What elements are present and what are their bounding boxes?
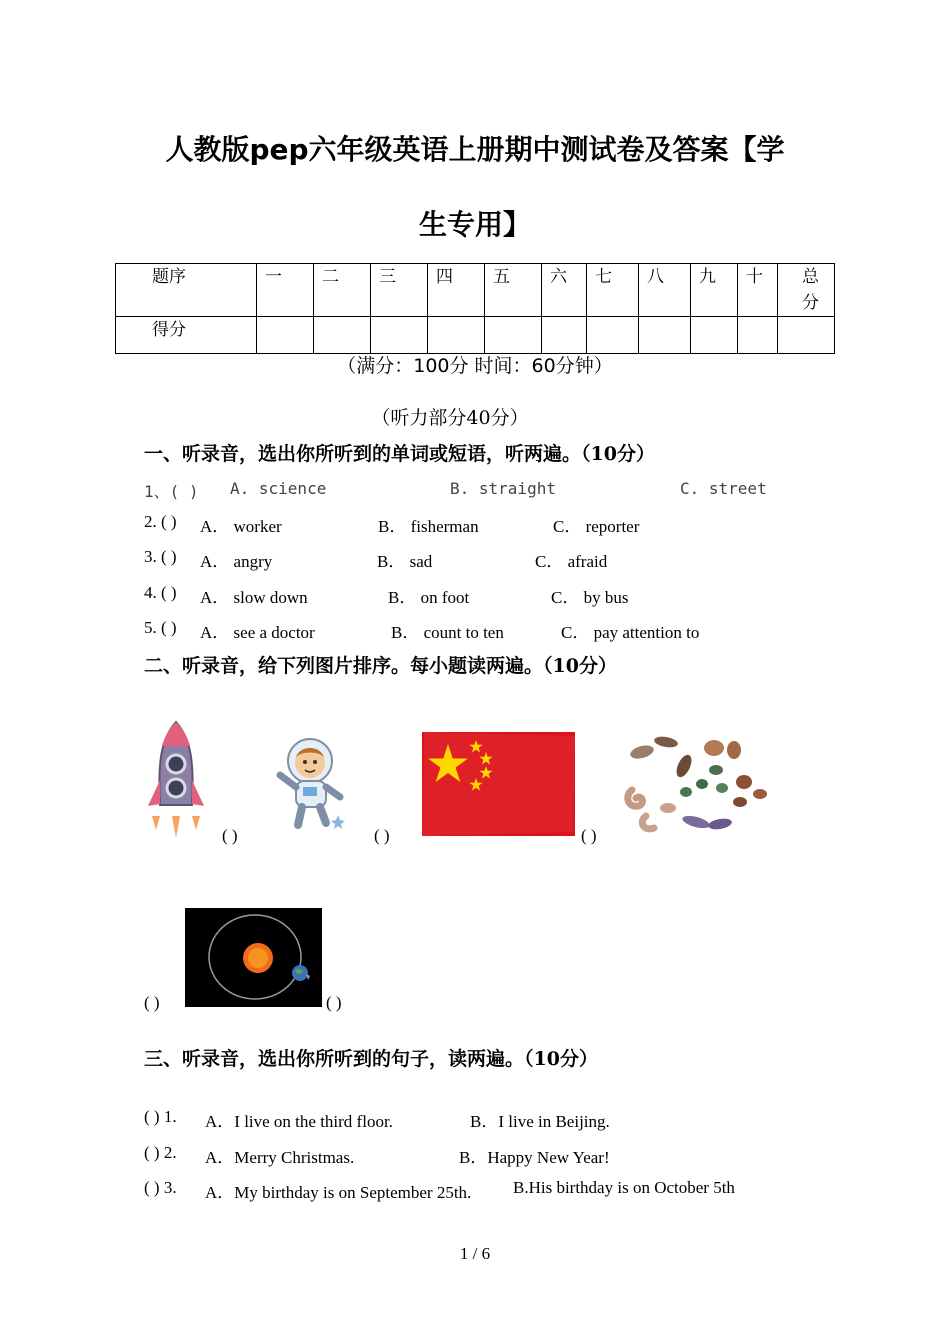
score-cell: 十 <box>738 264 778 317</box>
score-cell: 一 <box>257 264 314 317</box>
section1-heading: 一、听录音，选出你所听到的单词或短语，听两遍。（10分） <box>144 443 655 465</box>
score-cell: 七 <box>587 264 639 317</box>
sentence-3-option-a[interactable]: A．My birthday is on September 25th. <box>205 1183 472 1202</box>
order-blank-3[interactable]: ( ) <box>581 826 597 845</box>
question-5-option-b[interactable]: B． count to ten <box>391 623 504 642</box>
question-4-number: 4. ( ) <box>144 583 177 602</box>
sentence-3-option-b[interactable]: B.His birthday is on October 5th <box>513 1178 735 1197</box>
sentence-1-number: ( ) 1. <box>144 1107 177 1126</box>
score-table-score-row <box>116 317 835 354</box>
page-title-line-1: 人教版pep六年级英语上册期中测试卷及答案【学 <box>165 133 785 166</box>
question-1-option-b[interactable]: B. straight <box>450 479 556 498</box>
score-cell: 总分 <box>778 264 835 317</box>
sentence-3-number: ( ) 3. <box>144 1178 177 1197</box>
score-cell: 题序 <box>116 264 257 317</box>
astronaut-image <box>272 735 352 831</box>
question-1-option-c[interactable]: C. street <box>680 479 767 498</box>
score-input-cell[interactable] <box>257 317 314 354</box>
question-2-option-c[interactable]: C． reporter <box>553 517 640 536</box>
score-cell: 九 <box>691 264 738 317</box>
score-input-cell[interactable] <box>738 317 778 354</box>
page-number: 1 / 6 <box>459 1244 491 1263</box>
score-input-cell[interactable] <box>542 317 587 354</box>
question-2-option-b[interactable]: B． fisherman <box>378 517 479 536</box>
score-input-cell[interactable] <box>371 317 428 354</box>
order-blank-2[interactable]: ( ) <box>374 826 390 845</box>
question-2-number: 2. ( ) <box>144 512 177 531</box>
question-4-option-b[interactable]: B． on foot <box>388 588 470 607</box>
order-blank-1[interactable]: ( ) <box>222 826 238 845</box>
score-cell: 二 <box>314 264 371 317</box>
question-4-option-a[interactable]: A． slow down <box>200 588 308 607</box>
score-input-cell[interactable] <box>639 317 691 354</box>
score-input-cell[interactable] <box>428 317 485 354</box>
question-1-number: 1、( ) <box>144 482 199 501</box>
question-5-option-a[interactable]: A． see a doctor <box>200 623 315 642</box>
order-blank-5[interactable]: ( ) <box>326 993 342 1012</box>
page-title-line-2: 生专用】 <box>418 208 531 241</box>
section3-heading: 三、听录音，选出你所听到的句子，读两遍。（10分） <box>144 1048 598 1070</box>
seeds-image <box>620 732 770 840</box>
sentence-2-option-b[interactable]: B．Happy New Year! <box>459 1148 610 1167</box>
score-table-header-row <box>116 264 835 317</box>
score-cell: 六 <box>542 264 587 317</box>
score-table <box>115 263 835 354</box>
score-input-cell[interactable] <box>314 317 371 354</box>
exam-info: （满分：100分 时间：60分钟） <box>337 355 613 377</box>
sentence-2-number: ( ) 2. <box>144 1143 177 1162</box>
score-cell: 五 <box>485 264 542 317</box>
score-cell: 得分 <box>116 317 257 354</box>
question-5-option-c[interactable]: C． pay attention to <box>561 623 700 642</box>
score-input-cell[interactable] <box>587 317 639 354</box>
question-3-option-a[interactable]: A． angry <box>200 552 273 571</box>
score-input-cell[interactable] <box>778 317 835 354</box>
question-5-number: 5. ( ) <box>144 618 177 637</box>
sentence-1-option-a[interactable]: A．I live on the third floor. <box>205 1112 393 1131</box>
question-3-option-c[interactable]: C． afraid <box>535 552 608 571</box>
score-input-cell[interactable] <box>485 317 542 354</box>
score-cell: 三 <box>371 264 428 317</box>
sentence-2-option-a[interactable]: A．Merry Christmas. <box>205 1148 355 1167</box>
question-2-option-a[interactable]: A． worker <box>200 517 282 536</box>
rocket-image <box>142 720 210 840</box>
question-3-option-b[interactable]: B． sad <box>377 552 433 571</box>
section2-heading: 二、听录音，给下列图片排序。每小题读两遍。（10分） <box>144 655 617 677</box>
china-flag-image <box>422 732 575 836</box>
sentence-1-option-b[interactable]: B．I live in Beijing. <box>470 1112 610 1131</box>
order-blank-4[interactable]: ( ) <box>144 993 160 1012</box>
question-3-number: 3. ( ) <box>144 547 177 566</box>
question-1-option-a[interactable]: A. science <box>230 479 327 498</box>
listening-part-label: （听力部分40分） <box>371 407 529 429</box>
score-cell: 八 <box>639 264 691 317</box>
score-input-cell[interactable] <box>691 317 738 354</box>
solar-system-image <box>185 908 322 1007</box>
score-cell: 四 <box>428 264 485 317</box>
question-4-option-c[interactable]: C． by bus <box>551 588 629 607</box>
